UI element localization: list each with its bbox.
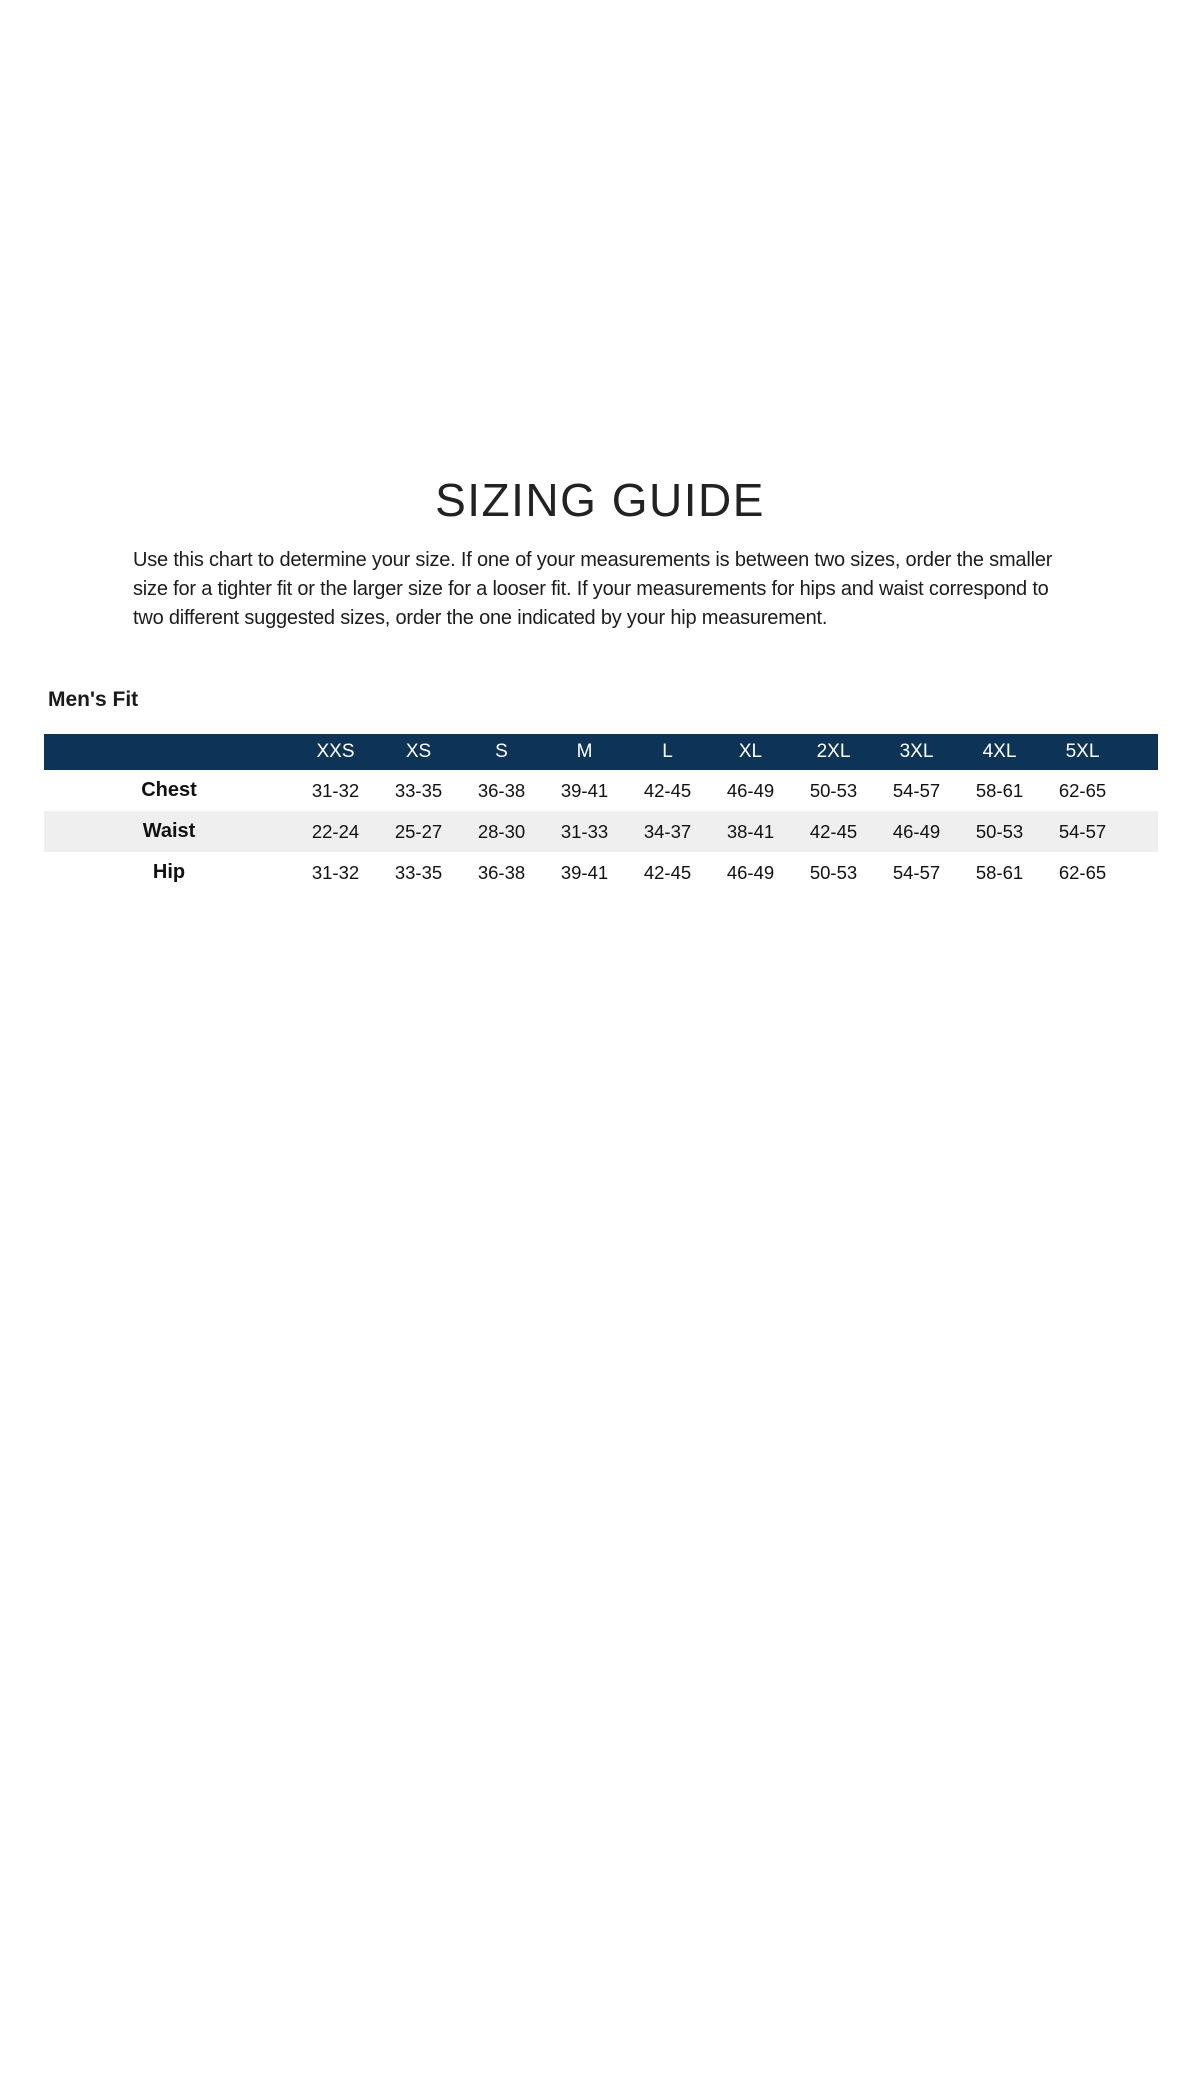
size-column-header: 4XL xyxy=(958,734,1041,770)
table-cell: 36-38 xyxy=(477,861,526,883)
size-column-header: 2XL xyxy=(792,734,875,770)
table-cell: 31-32 xyxy=(311,779,360,801)
intro-paragraph xyxy=(133,546,1093,633)
table-cell: 54-57 xyxy=(892,779,941,801)
section-label-mens-fit: Men's Fit xyxy=(48,688,139,711)
size-column-header: XXS xyxy=(294,734,377,770)
table-cell: 33-35 xyxy=(394,779,443,801)
table-cell: 58-61 xyxy=(975,861,1024,883)
size-column-header: 5XL xyxy=(1041,734,1124,770)
size-column-header: M xyxy=(543,734,626,770)
table-cell: 50-53 xyxy=(809,779,858,801)
table-cell: 34-37 xyxy=(643,820,692,842)
table-spacer-cell xyxy=(1124,852,1158,893)
table-cell: 31-32 xyxy=(311,861,360,883)
row-label: Chest xyxy=(141,779,197,801)
size-table-body xyxy=(44,770,1158,893)
table-cell: 50-53 xyxy=(809,861,858,883)
table-spacer-cell xyxy=(1124,770,1158,811)
size-column-header: XL xyxy=(709,734,792,770)
table-corner-cell xyxy=(44,734,294,770)
table-cell: 58-61 xyxy=(975,779,1024,801)
intro-line: Use this chart to determine your size. If one of your measurements is between two sizes, order the smaller xyxy=(133,549,1053,571)
table-cell: 38-41 xyxy=(726,820,775,842)
intro-line: two different suggested sizes, order the one indicated by your hip measurement. xyxy=(133,607,828,629)
table-cell: 46-49 xyxy=(892,820,941,842)
table-cell: 50-53 xyxy=(975,820,1024,842)
table-cell: 62-65 xyxy=(1058,779,1107,801)
table-spacer-cell xyxy=(1124,734,1158,770)
table-cell: 42-45 xyxy=(643,779,692,801)
table-row xyxy=(44,770,1158,811)
table-row xyxy=(44,811,1158,852)
table-cell: 25-27 xyxy=(394,820,443,842)
table-cell: 28-30 xyxy=(477,820,526,842)
table-cell: 46-49 xyxy=(726,779,775,801)
table-cell: 46-49 xyxy=(726,861,775,883)
table-cell: 42-45 xyxy=(809,820,858,842)
size-column-header: S xyxy=(460,734,543,770)
page-title: SIZING GUIDE xyxy=(435,474,765,526)
intro-line: size for a tighter fit or the larger size for a looser fit. If your measurements for hips and waist correspond to xyxy=(133,578,1049,600)
table-cell: 22-24 xyxy=(311,820,360,842)
size-table xyxy=(44,734,1158,893)
table-cell: 62-65 xyxy=(1058,861,1107,883)
size-table-header-row xyxy=(44,734,1158,770)
table-cell: 33-35 xyxy=(394,861,443,883)
table-cell: 36-38 xyxy=(477,779,526,801)
table-cell: 31-33 xyxy=(560,820,609,842)
size-column-header: XS xyxy=(377,734,460,770)
table-cell: 54-57 xyxy=(1058,820,1107,842)
table-cell: 54-57 xyxy=(892,861,941,883)
row-label: Hip xyxy=(152,861,186,883)
table-cell: 39-41 xyxy=(560,779,609,801)
size-column-header: 3XL xyxy=(875,734,958,770)
table-cell: 42-45 xyxy=(643,861,692,883)
size-column-header: L xyxy=(626,734,709,770)
row-label: Waist xyxy=(142,820,196,842)
table-row xyxy=(44,852,1158,893)
table-spacer-cell xyxy=(1124,811,1158,852)
table-cell: 39-41 xyxy=(560,861,609,883)
